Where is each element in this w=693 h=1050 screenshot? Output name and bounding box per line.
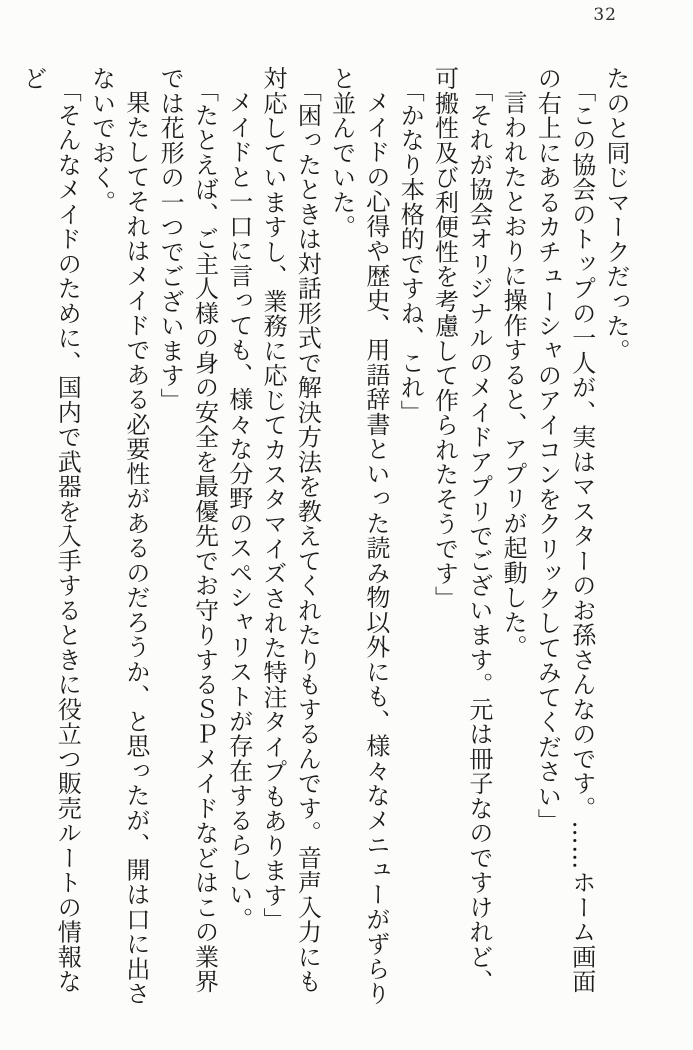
paragraph: メイドと一口に言っても、様々な分野のスペシャリストが存在するらしい。	[224, 90, 253, 932]
page-text-block	[16, 66, 633, 1010]
paragraph: 「それが協会オリジナルのメイドアプリでございます。元は冊子なのですけれど、可搬性及び利便性を考慮して作られたそうです」	[430, 66, 493, 994]
paragraph: 「たとえば、ご主人様の身の安全を最優先でお守りするＳＰメイドなどはこの業界では花形の一つでございます」	[156, 66, 219, 994]
paragraph: 言われたとおりに操作すると、アプリが起動した。	[499, 90, 528, 660]
paragraph: メイドの心得や歴史、用語辞書といった読み物以外にも、様々なメニューがずらりと並んでいた。	[327, 66, 390, 1006]
page-number: 32	[593, 5, 617, 25]
paragraph: 「困ったときは対話形式で解決方法を教えてくれたりもするんです。音声入力にも対応していますし、業務に応じてカスタマイズされた特注タイプもあります」	[259, 66, 322, 994]
paragraph: 「かなり本格的ですね、これ」	[396, 78, 425, 425]
paragraph: たのと同じマークだった。	[602, 66, 630, 363]
paragraph: 「そんなメイドのために、国内で武器を入手するときに役立つ販売ルートの情報など	[18, 66, 82, 994]
paragraph: 果たしてそれはメイドである必要性があるのだろうか、と思ったが、開は口に出さないでおく。	[87, 66, 150, 1006]
paragraph: 「この協会のトップの一人が、実はマスターのお孫さんなのです。……ホーム画面の右上にあるカチューシャのアイコンをクリックしてみてください」	[533, 66, 596, 994]
